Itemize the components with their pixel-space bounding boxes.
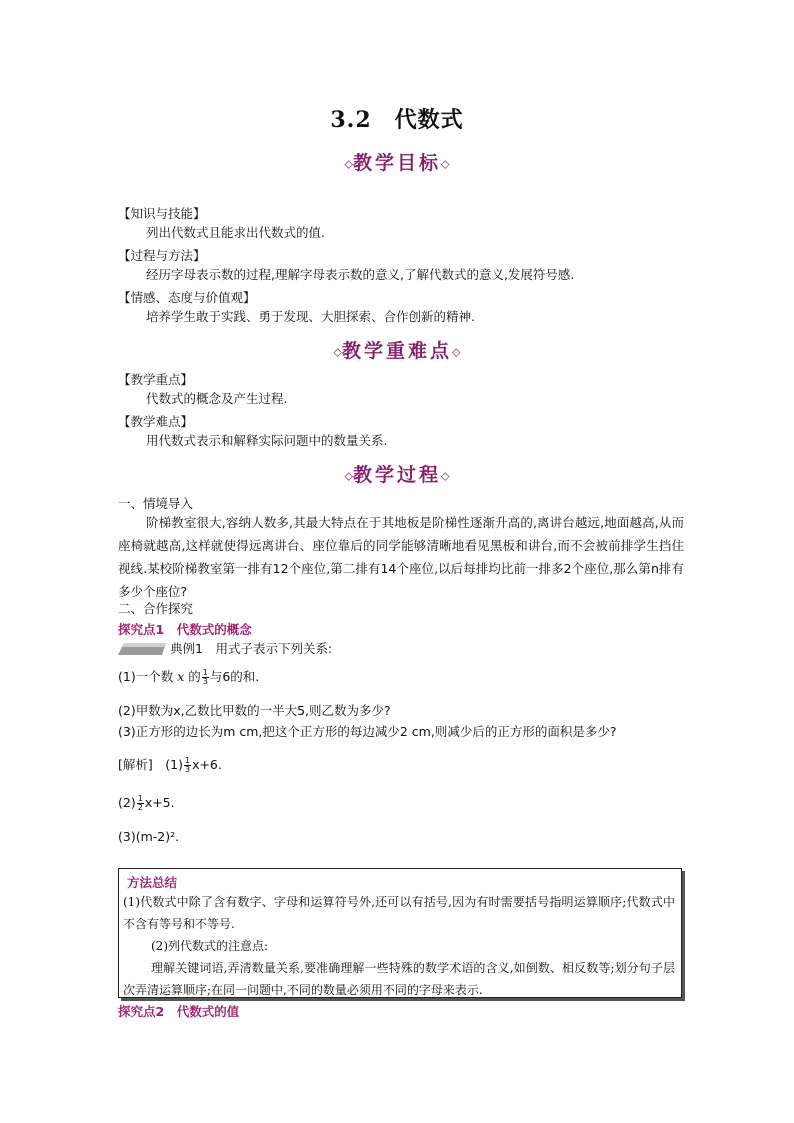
knowledge-text: 列出代数式且能求出代数式的值. xyxy=(146,225,325,240)
summary-paragraph-3: 理解关键词语,弄清数量关系,要准确理解一些特殊的数学术语的含义,如倒数、相反数等;划分句子层次弄清运算顺序;在同一问题中,不同的数量必须用不同的字母来表示. xyxy=(123,961,675,997)
method-summary-box xyxy=(118,868,682,998)
fraction-one-third: $\frac{1}{3}$ xyxy=(184,756,191,774)
diamond-icon: ◇ xyxy=(344,157,353,171)
exploration-point-1: 探究点1 代数式的概念 xyxy=(118,622,252,637)
process-label: 【过程与方法】 xyxy=(118,248,206,263)
summary-title: 方法总结 xyxy=(127,875,178,890)
summary-paragraph-1: (1)代数式中除了含有数字、字母和运算符号外,还可以有括号,因为有时需要括号指明运算顺序;代数式中不含有等号和不等号. xyxy=(123,895,675,931)
section-teaching-goals xyxy=(0,148,794,175)
part2-heading: 二、合作探究 xyxy=(118,601,194,616)
process-text: 经历字母表示数的过程,理解字母表示数的意义,了解代数式的意义,发展符号感. xyxy=(146,267,575,282)
key-text: 代数式的概念及产生过程. xyxy=(146,391,288,406)
diamond-icon: ◇ xyxy=(441,157,450,171)
part1-paragraph: 阶梯教室很大,容纳人数多,其最大特点在于其地板是阶梯性逐渐升高的,离讲台越远,地面越高,从而座椅就越高,这样就使得远离讲台、座位靠后的同学能够清晰地看见黑板和讲台,而不会被前排学生挡住视线.某校阶梯教室第一排有12个座位,第二排有14个座位,以后每排均比前一排多2个座位,那么第n排有多少个座位? xyxy=(118,515,684,599)
exploration-point-2: 探究点2 代数式的值 xyxy=(118,1004,240,1019)
fraction-one-half: $\frac{1}{2}$ xyxy=(137,794,143,812)
question-2: (2)甲数为x,乙数比甲数的一半大5,则乙数为多少? xyxy=(118,703,391,718)
diamond-icon: ◇ xyxy=(441,469,450,483)
page-title: 3.2 代数式 xyxy=(330,107,464,133)
diamond-icon: ◇ xyxy=(333,345,342,359)
part1-heading: 一、情境导入 xyxy=(118,496,194,511)
difficulty-text: 用代数式表示和解释实际问题中的数量关系. xyxy=(146,433,388,448)
answer-1: [解析] (1) $\frac{1}{3}$ x+6. xyxy=(118,756,222,774)
emotion-text: 培养学生敢于实践、勇于发现、大胆探索、合作创新的精神. xyxy=(146,309,475,324)
summary-paragraph-2: (2)列代数式的注意点: xyxy=(151,939,269,953)
question-1: (1)一个数 x 的 $\frac{1}{3}$ 与6的和. xyxy=(118,668,260,686)
fraction-one-third: $\frac{1}{3}$ xyxy=(202,668,208,686)
difficulty-label: 【教学难点】 xyxy=(118,414,194,429)
knowledge-label: 【知识与技能】 xyxy=(118,206,206,221)
example-tag-icon xyxy=(118,641,166,655)
section-title: 教学目标 xyxy=(352,152,441,174)
example-1-label: 典例1 用式子表示下列关系: xyxy=(170,641,333,656)
diamond-icon: ◇ xyxy=(452,345,461,359)
section-title: 教学重难点 xyxy=(341,340,452,362)
answer-2: (2) $\frac{1}{2}$ x+5. xyxy=(118,794,175,812)
diamond-icon: ◇ xyxy=(344,469,353,483)
section-key-difficult xyxy=(0,336,794,363)
emotion-label: 【情感、态度与价值观】 xyxy=(118,290,256,305)
question-3: (3)正方形的边长为m cm,把这个正方形的每边减少2 cm,则减少后的正方形的面积是多少? xyxy=(118,724,617,739)
section-teaching-process xyxy=(0,460,794,487)
section-title: 教学过程 xyxy=(352,464,441,486)
answer-3: (3)(m-2)². xyxy=(118,829,180,844)
key-label: 【教学重点】 xyxy=(118,372,194,387)
